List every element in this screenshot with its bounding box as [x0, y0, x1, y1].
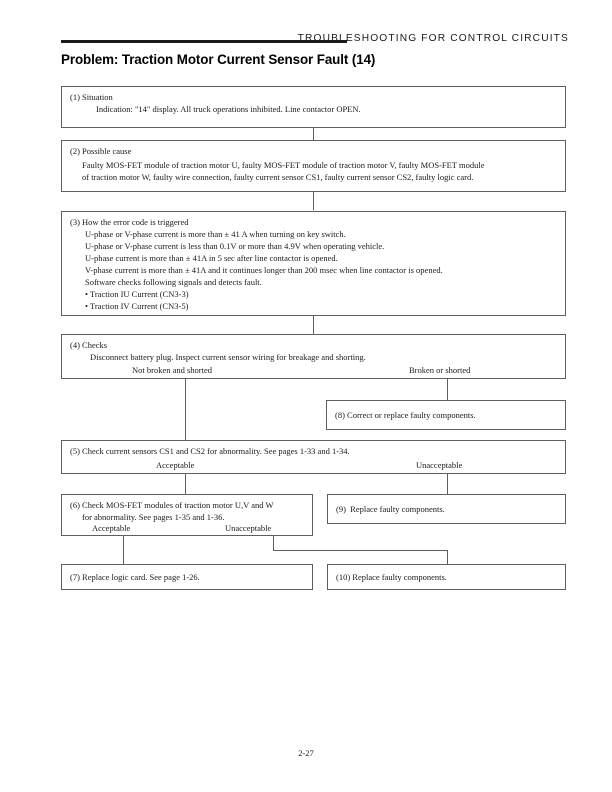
check-mosfet-branch-label-right: Unacceptable [225, 523, 272, 533]
trigger-line-1: U-phase or V-phase current is more than ± 41 A when turning on key switch. [85, 229, 346, 239]
possible-cause-body-line-2: of traction motor W, faulty wire connection, faulty current sensor CS1, faulty current sensor CS2, faulty logic card. [82, 172, 474, 182]
running-head: TROUBLESHOOTING FOR CONTROL CIRCUITS [297, 33, 569, 44]
page-title: Problem: Traction Motor Current Sensor Fault (14) [61, 52, 376, 67]
connector-trigger-to-checks [313, 316, 314, 334]
connector-mosfet-right-branch-into-10 [447, 550, 448, 564]
replace-faulty-9-text: (9) Replace faulty components. [336, 504, 445, 514]
trigger-line-4: V-phase current is more than ± 41A and it continues longer than 200 msec when line contactor is opened. [85, 265, 443, 275]
trigger-line-3: U-phase current is more than ± 41A in 5 sec after line contactor is opened. [85, 253, 338, 263]
check-sensors-branch-label-left: Acceptable [156, 460, 195, 470]
check-sensors-heading: (5) Check current sensors CS1 and CS2 for abnormality. See pages 1-33 and 1-34. [70, 446, 350, 456]
connector-situation-to-cause [313, 128, 314, 140]
connector-mosfet-left-branch [123, 536, 124, 564]
page-number: 2-27 [298, 748, 314, 758]
replace-logic-card-text: (7) Replace logic card. See page 1-26. [70, 572, 200, 582]
checks-branch-label-right: Broken or shorted [409, 365, 471, 375]
trigger-line-5: Software checks following signals and detects fault. [85, 277, 262, 287]
trigger-bullet-2: • Traction IV Current (CN3-5) [85, 301, 189, 311]
possible-cause-body-line-1: Faulty MOS-FET module of traction motor U, faulty MOS-FET module of traction motor V, faulty MOS-FET module [82, 160, 485, 170]
connector-sensors-left-branch [185, 474, 186, 494]
replace-faulty-10-text: (10) Replace faulty components. [336, 572, 447, 582]
possible-cause-heading: (2) Possible cause [70, 146, 132, 156]
trigger-bullet-1: • Traction IU Current (CN3-3) [85, 289, 189, 299]
checks-heading: (4) Checks [70, 340, 108, 350]
trigger-line-2: U-phase or V-phase current is less than 0.1V or more than 4.9V when operating vehicle. [85, 241, 385, 251]
checks-branch-label-left: Not broken and shorted [132, 365, 213, 375]
situation-heading: (1) Situation [70, 92, 113, 102]
trigger-heading: (3) How the error code is triggered [70, 217, 189, 227]
check-mosfet-heading-line-1: (6) Check MOS-FET modules of traction motor U,V and W [70, 500, 274, 510]
connector-checks-left-branch [185, 379, 186, 440]
connector-sensors-right-branch [447, 474, 448, 494]
situation-body: Indication: "14" display. All truck operations inhibited. Line contactor OPEN. [96, 104, 361, 114]
correct-or-replace-text: (8) Correct or replace faulty components. [335, 410, 476, 420]
check-mosfet-heading-line-2: for abnormality. See pages 1-35 and 1-36. [82, 512, 225, 522]
connector-mosfet-right-branch-across [273, 550, 448, 551]
check-mosfet-branch-label-left: Acceptable [92, 523, 131, 533]
connector-mosfet-right-branch-down [273, 536, 274, 550]
connector-cause-to-trigger [313, 192, 314, 210]
checks-body: Disconnect battery plug. Inspect current sensor wiring for breakage and shorting. [90, 352, 366, 362]
connector-checks-right-branch [447, 379, 448, 400]
check-sensors-branch-label-right: Unacceptable [416, 460, 463, 470]
